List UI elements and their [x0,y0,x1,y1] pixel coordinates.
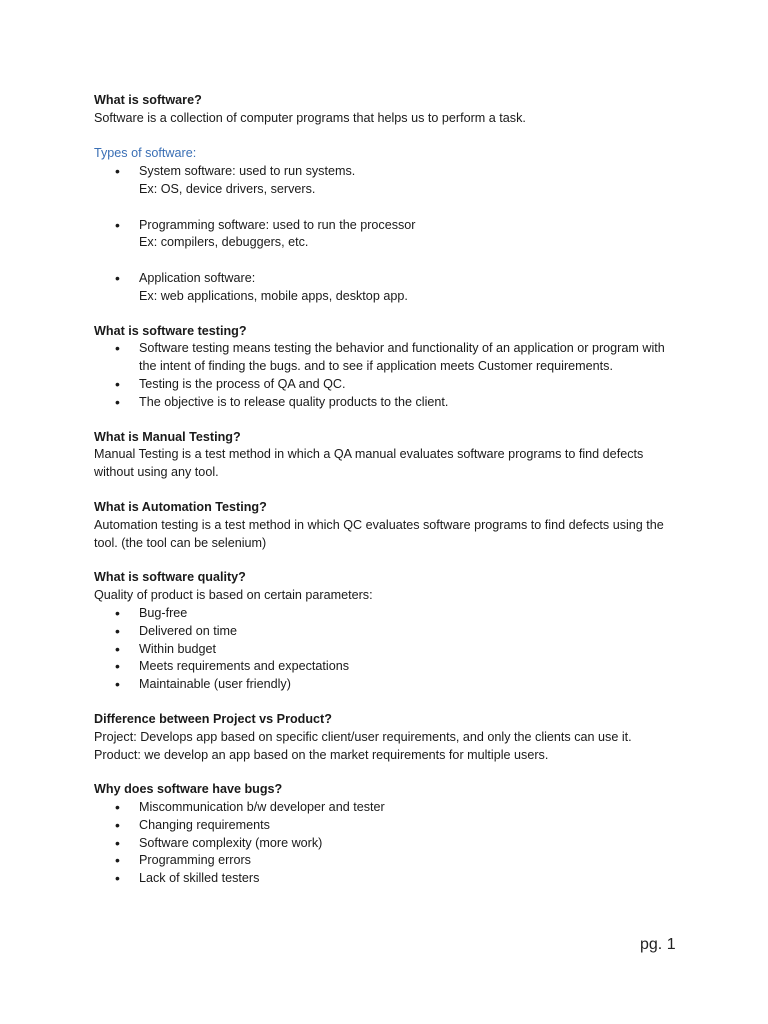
quality-list [94,605,684,694]
heading-manual-testing: What is Manual Testing? [94,429,241,444]
heading-why-bugs: Why does software have bugs? [94,782,283,797]
list-item: • Software testing means testing the behavior and functionality of an application or program with the intent of finding the bugs. and to see if application meets Customer requirements. [94,340,684,376]
heading-software-testing: What is software testing? [94,323,247,338]
list-item: • Bug-free [94,605,684,623]
software-definition: Software is a collection of computer programs that helps us to perform a task. [94,110,526,125]
list-item: • Programming errors [94,852,684,870]
automation-testing-text: Automation testing is a test method in which QC evaluates software programs to find defects using the tool. (the tool can be selenium) [94,517,664,550]
quality-intro: Quality of product is based on certain parameters: [94,588,373,603]
list-item: • System software: used to run systems. Ex: OS, device drivers, servers. [94,163,684,199]
list-item: • Delivered on time [94,623,684,641]
heading-types-of-software: Types of software: [94,146,197,161]
list-item: • Testing is the process of QA and QC. [94,376,684,394]
page-number: pg. 1 [640,936,676,953]
list-item: • Lack of skilled testers [94,870,684,888]
heading-automation-testing: What is Automation Testing? [94,499,267,514]
list-item: • Meets requirements and expectations [94,658,684,676]
testing-list [94,340,684,411]
list-item: • Changing requirements [94,817,684,835]
list-item: • Application software: Ex: web applications, mobile apps, desktop app. [94,270,684,306]
list-item: • Maintainable (user friendly) [94,676,684,694]
heading-software-quality: What is software quality? [94,570,246,585]
project-definition: Project: Develops app based on specific client/user requirements, and only the clients can use it. [94,729,632,744]
manual-testing-text: Manual Testing is a test method in which a QA manual evaluates software programs to find defects without using any tool. [94,447,644,480]
list-item: • Within budget [94,641,684,659]
bugs-list [94,799,684,888]
document-body [94,92,684,888]
types-list [94,163,684,199]
list-item: • Miscommunication b/w developer and tester [94,799,684,817]
product-definition: Product: we develop an app based on the market requirements for multiple users. [94,747,549,762]
list-item: • Software complexity (more work) [94,835,684,853]
heading-project-vs-product: Difference between Project vs Product? [94,711,332,726]
heading-what-is-software: What is software? [94,93,202,107]
list-item: • The objective is to release quality products to the client. [94,394,684,412]
list-item: • Programming software: used to run the processor Ex: compilers, debuggers, etc. [94,217,684,253]
